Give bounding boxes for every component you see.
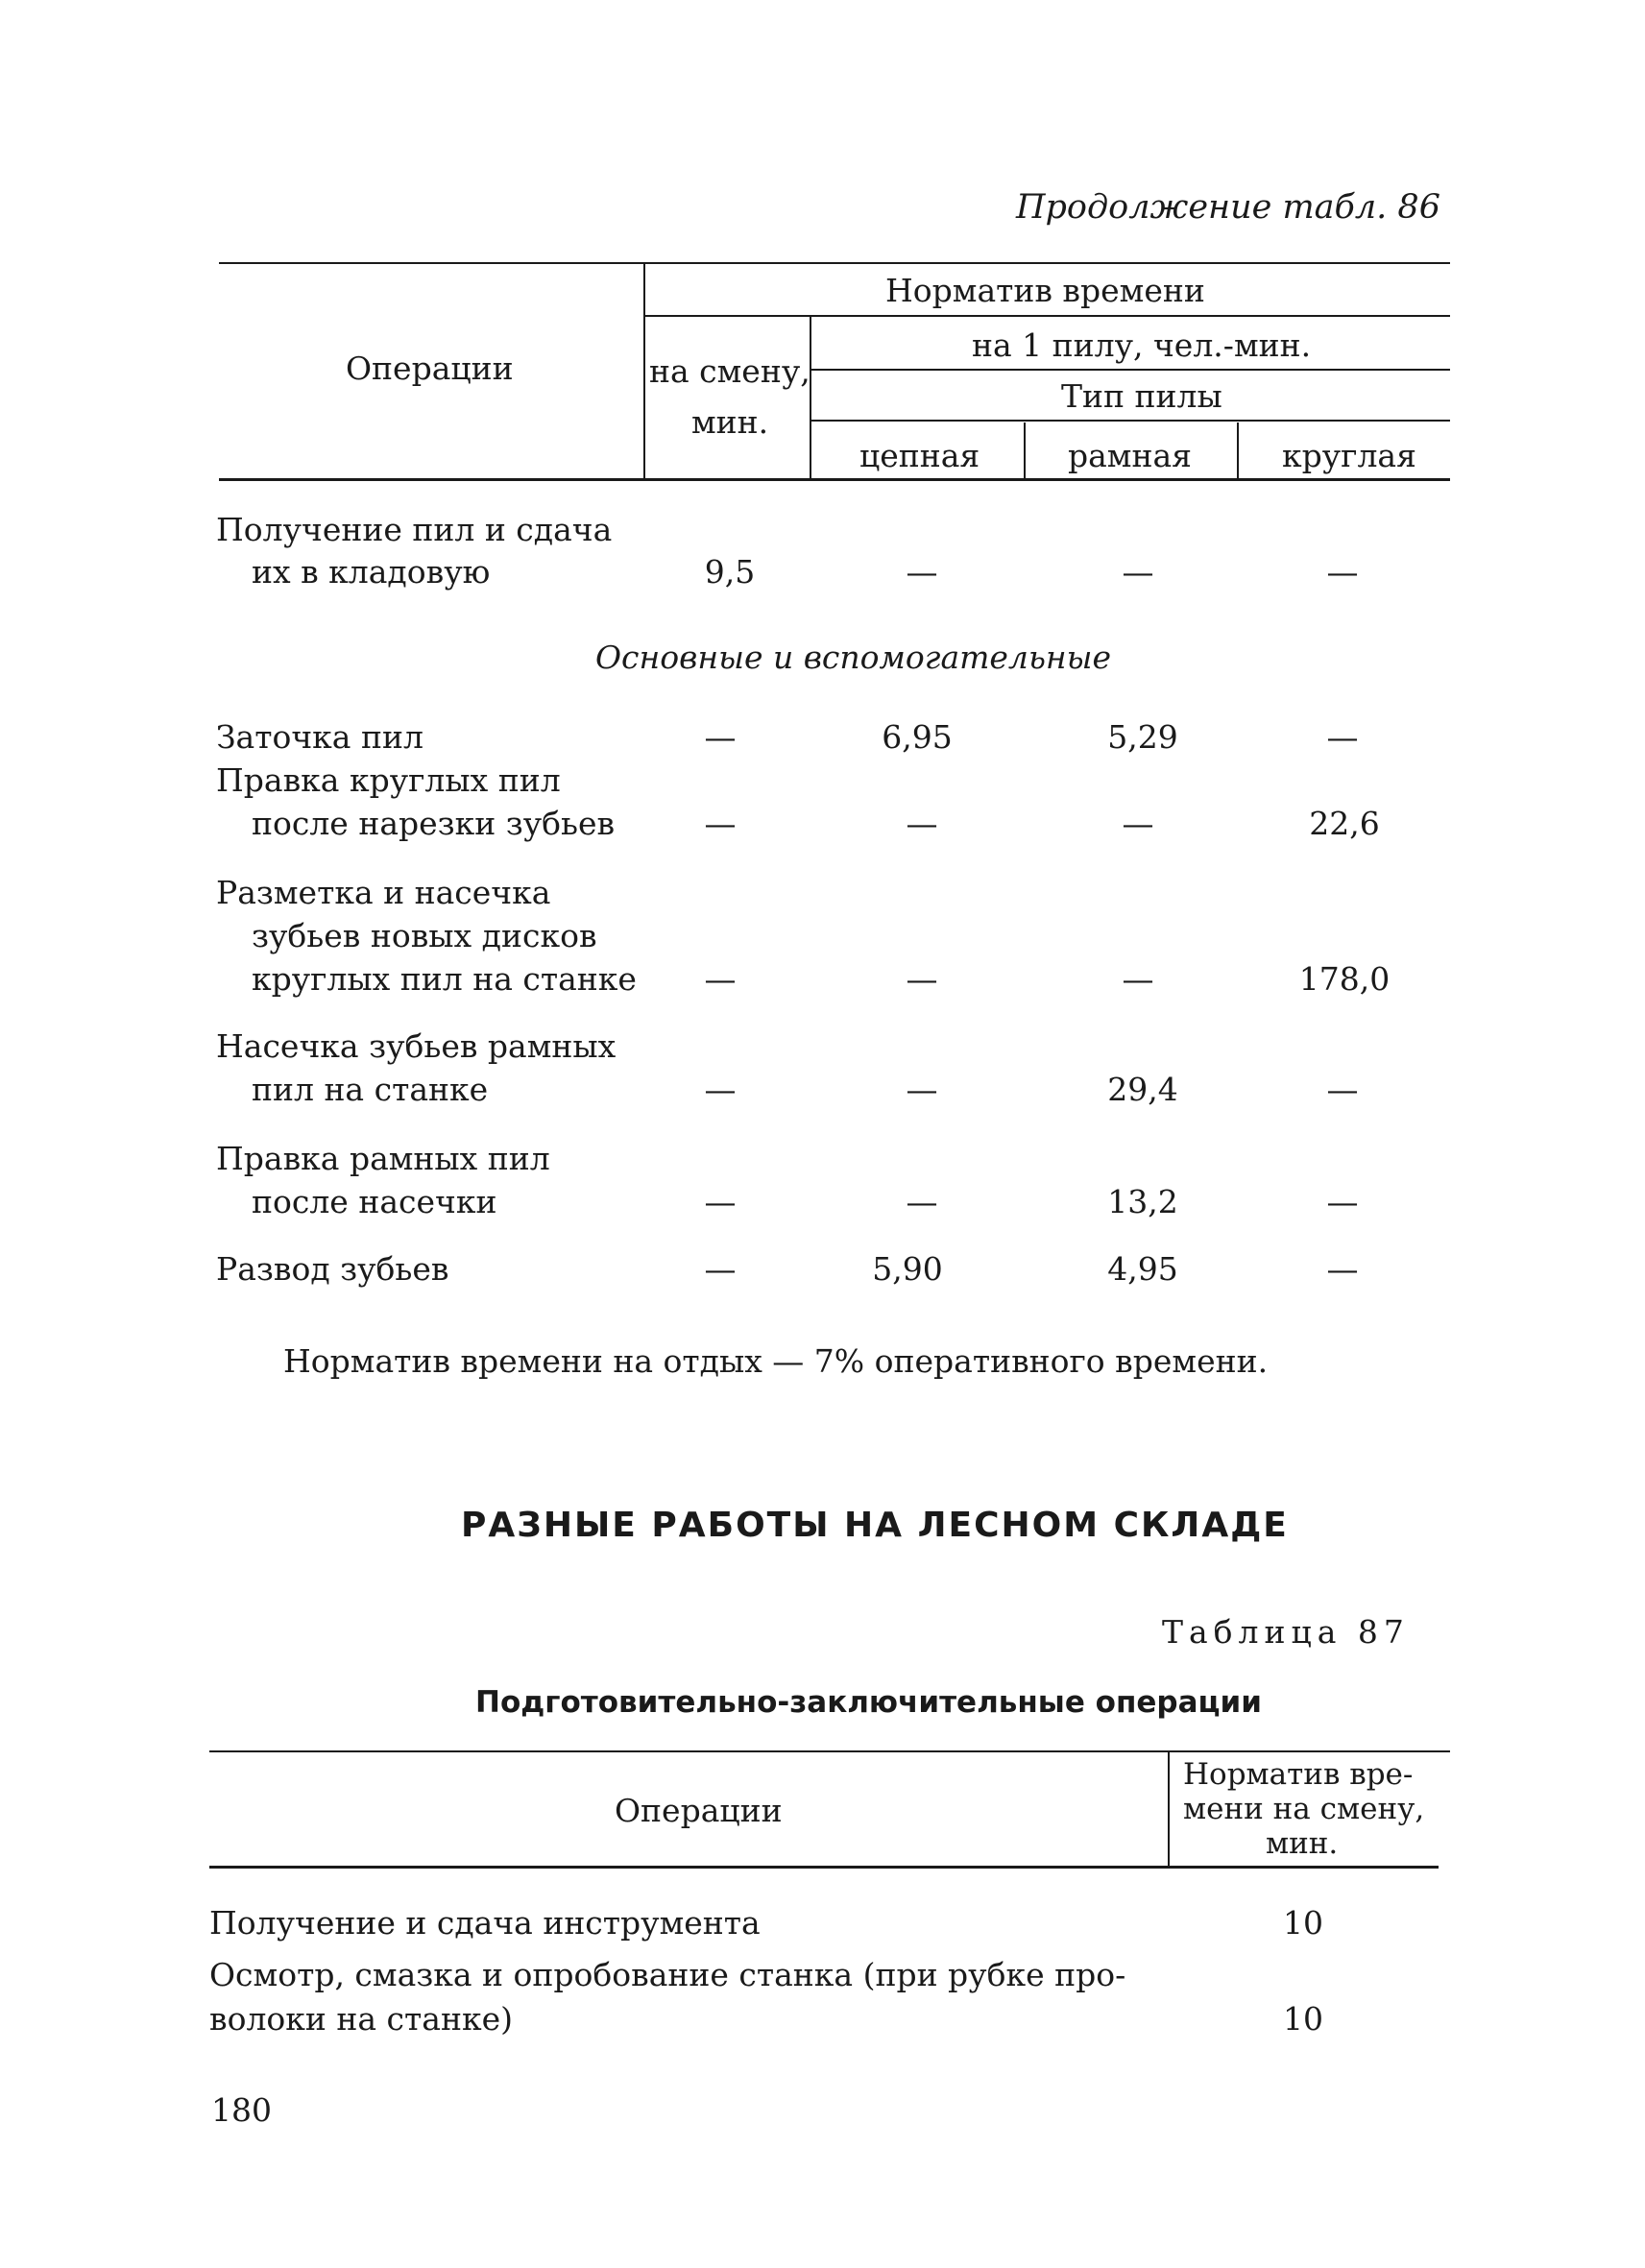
t87-row-value: 10 <box>1283 1904 1323 1942</box>
table87-header-bottom-rule <box>209 1866 1439 1869</box>
table86-header-bottom-rule <box>219 478 1450 481</box>
row-op-line3: круглых пил на станке <box>252 960 637 998</box>
header-time-norm: Норматив времени <box>885 272 1205 309</box>
header-per-shift-line1: на смену, <box>649 352 810 390</box>
table87-top-rule <box>209 1750 1450 1752</box>
table86-rule-persaw <box>811 369 1450 371</box>
table87-vline <box>1168 1752 1170 1866</box>
section-subtitle: Основные и вспомогательные <box>595 639 1112 676</box>
row-op-line2: после нарезки зубьев <box>252 805 616 842</box>
row-op-line1: Развод зубьев <box>216 1250 449 1288</box>
row-circular: — <box>1326 553 1359 591</box>
t87-row-op-line2: волоки на станке) <box>209 2000 513 2038</box>
t87-row-op-line1: Осмотр, смазка и опробование станка (при рубке про- <box>209 1956 1126 1993</box>
row-shift: — <box>704 960 737 998</box>
header-chain: цепная <box>859 437 980 474</box>
row-frame: — <box>1122 960 1154 998</box>
row-chain: 5,90 <box>872 1250 943 1288</box>
continuation-header: Продолжение табл. 86 <box>1016 188 1440 227</box>
row-chain: — <box>906 805 938 842</box>
row-frame: — <box>1122 805 1154 842</box>
row-op-line1: Насечка зубьев рамных <box>216 1027 617 1065</box>
row-circular: — <box>1326 1183 1359 1220</box>
table86-vline-chain <box>1024 422 1026 478</box>
row-chain: — <box>906 960 938 998</box>
t87-header-norm-line1: Норматив вре- <box>1183 1757 1414 1792</box>
table87-label: Таблица 87 <box>1162 1613 1410 1651</box>
table86-top-rule <box>219 262 1450 264</box>
row-frame: 5,29 <box>1107 718 1178 756</box>
row-frame: 4,95 <box>1107 1250 1178 1288</box>
row-op-line1: Правка круглых пил <box>216 761 561 799</box>
table86-vline-frame <box>1237 422 1239 478</box>
t87-header-norm-line3: мин. <box>1266 1826 1339 1861</box>
row-op-line1: Правка рамных пил <box>216 1140 550 1177</box>
row-circular: — <box>1326 718 1359 756</box>
page-number: 180 <box>211 2091 272 2129</box>
table87-title: Подготовительно-заключительные операции <box>475 1685 1262 1720</box>
row-frame: 13,2 <box>1107 1183 1178 1220</box>
row-op-line2: их в кладовую <box>252 553 491 591</box>
t87-header-norm-line2: мени на смену, <box>1183 1792 1425 1826</box>
row-chain: — <box>906 553 938 591</box>
row-shift: — <box>704 718 737 756</box>
header-saw-type: Тип пилы <box>1061 377 1222 415</box>
row-op-line2: после насечки <box>252 1183 497 1220</box>
row-frame: — <box>1122 553 1154 591</box>
header-per-saw: на 1 пилу, чел.-мин. <box>972 326 1312 364</box>
table86-vline-shift <box>810 317 811 478</box>
table86-rule-sawtype <box>811 420 1450 422</box>
row-chain: 6,95 <box>882 718 953 756</box>
row-shift: — <box>704 1250 737 1288</box>
row-circular: — <box>1326 1250 1359 1288</box>
section-heading: РАЗНЫЕ РАБОТЫ НА ЛЕСНОМ СКЛАДЕ <box>461 1506 1289 1545</box>
row-circular: — <box>1326 1071 1359 1108</box>
table86-rule-norm <box>645 315 1450 317</box>
table86-vline-ops <box>643 264 645 478</box>
rest-time-note: Норматив времени на отдых — 7% оперативного времени. <box>283 1342 1269 1380</box>
row-frame: 29,4 <box>1107 1071 1178 1108</box>
row-chain: — <box>906 1183 938 1220</box>
header-circular: круглая <box>1282 437 1416 474</box>
row-shift: 9,5 <box>704 553 756 591</box>
t87-row-op: Получение и сдача инструмента <box>209 1904 761 1942</box>
row-op-line2: пил на станке <box>252 1071 489 1108</box>
row-shift: — <box>704 1183 737 1220</box>
t87-header-operations: Операции <box>615 1792 783 1829</box>
row-chain: — <box>906 1071 938 1108</box>
row-op-line1: Заточка пил <box>216 718 423 756</box>
row-shift: — <box>704 805 737 842</box>
row-circular: 178,0 <box>1298 960 1391 998</box>
row-op-line1: Разметка и насечка <box>216 874 551 911</box>
header-per-shift-line2: мин. <box>691 403 769 441</box>
header-frame: рамная <box>1068 437 1192 474</box>
header-operations: Операции <box>346 350 514 387</box>
row-shift: — <box>704 1071 737 1108</box>
row-op-line1: Получение пил и сдача <box>216 511 613 548</box>
t87-row-value: 10 <box>1283 2000 1323 2038</box>
row-op-line2: зубьев новых дисков <box>252 917 597 954</box>
row-circular: 22,6 <box>1309 805 1380 842</box>
